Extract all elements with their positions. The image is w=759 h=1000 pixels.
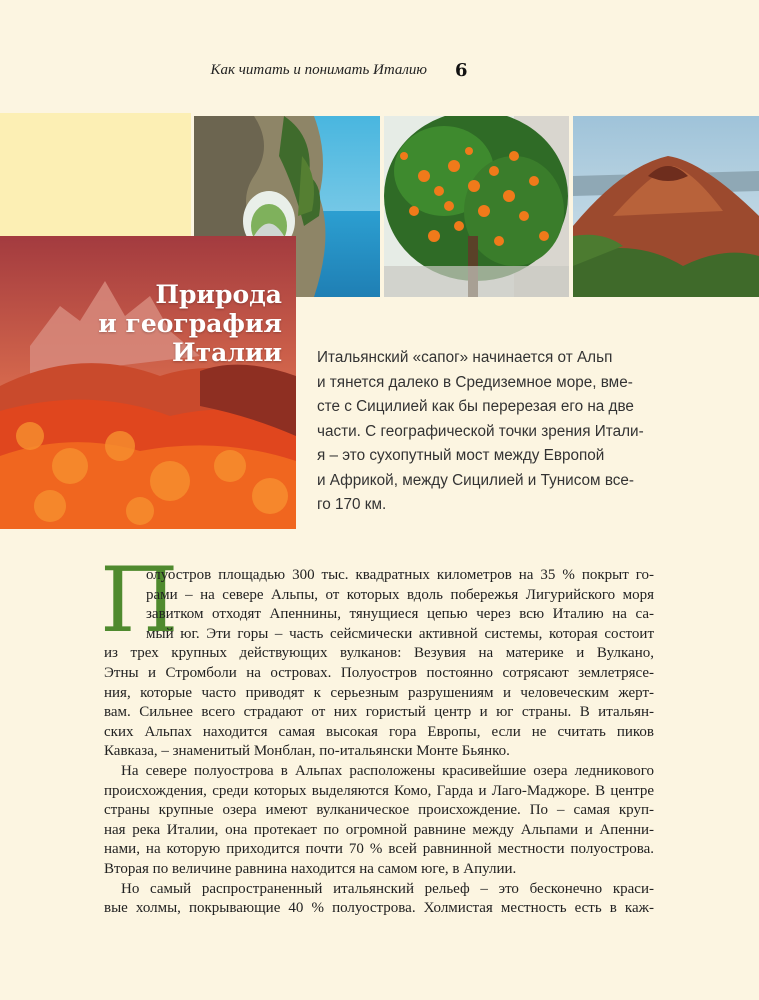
body-line: происхождения, среди которых выделяются Комо, Гарда и Лаго-Маджоре. В центре [104, 782, 654, 799]
body-line: олуостров площадью 300 тыс. квадратных километров на 35 % покрыт го- [146, 567, 654, 583]
intro-line: го 170 км. [317, 496, 387, 513]
section-title-line: Природа [155, 280, 282, 309]
body-line: Вторая по величине равнина находится на самом юге, в Апулии. [104, 860, 517, 877]
running-title: Как читать и понимать Италию [210, 62, 427, 78]
section-title-line: Италии [171, 338, 282, 367]
body-line: ная река Италии, она протекает по огромной равнине между Альпами и Апенни- [104, 821, 654, 838]
body-line: страны крупные озера имеют вулканическое происхождение. По – самая круп- [104, 802, 654, 819]
section-hero [0, 236, 296, 529]
orange-tree-photo [384, 116, 569, 297]
section-title-line: и география [98, 309, 282, 338]
running-head [0, 60, 759, 84]
body-line: Но самый распространенный итальянский рельеф – это бесконечно краси- [121, 880, 654, 897]
body-line: вам. Сильнее всего страдают от них гористый центр и юг страны. В итальян- [104, 704, 654, 721]
volcano-photo [573, 116, 759, 297]
body-text [104, 566, 654, 919]
drop-cap: П [100, 548, 179, 653]
body-line: ских Альпах находится самая высокая гора Европы, если не считать пиков [104, 723, 654, 740]
intro-line: Итальянский «сапог» начинается от Альп [317, 349, 613, 366]
intro-line: и Африкой, между Сицилией и Тунисом все- [317, 471, 635, 489]
body-line: Кавказа, – знаменитый Монблан, по-итальянски Монте Бьянко. [104, 743, 510, 760]
body-line: Этны и Стромболи на островах. Полуостров постоянно сотрясают землетрясе- [104, 664, 654, 681]
intro-paragraph [317, 346, 657, 518]
intro-line: и тянется далеко в Средиземное море, вме- [317, 373, 633, 391]
body-line: вые холмы, покрывающие 40 % полуострова. Холмистая местность есть в каж- [104, 900, 654, 917]
intro-line: сте с Сицилией как бы перерезая его на две [317, 398, 634, 415]
body-line: мый юг. Эти горы – часть сейсмически активной системы, которая состоит [146, 625, 654, 642]
intro-line: я – это сухопутный мост между Европой [317, 447, 605, 464]
body-line: нами, на которую приходится почти 70 % всей равнинной местности полуострова. [104, 841, 654, 858]
orange-tree-icon [384, 116, 569, 297]
body-line: ния, которые часто приводят к серьезным разрушениям и человеческим жерт- [104, 684, 654, 701]
volcano-icon [573, 116, 759, 297]
body-line: рами – на севере Альпы, от которых вдоль побережья Лигурийского моря [146, 586, 654, 603]
section-title [98, 280, 282, 367]
body-line: На севере полуострова в Альпах расположены красивейшие озера ледникового [121, 762, 654, 779]
body-line: завитком отходят Апеннины, тянущиеся цепью через всю Италию на са- [146, 606, 654, 623]
body-line: из трех крупных действующих вулканов: Везувия на материке и Вулкано, [104, 645, 654, 662]
page-number: 6 [455, 60, 468, 81]
intro-line: части. С географической точки зрения Итали- [317, 422, 644, 440]
